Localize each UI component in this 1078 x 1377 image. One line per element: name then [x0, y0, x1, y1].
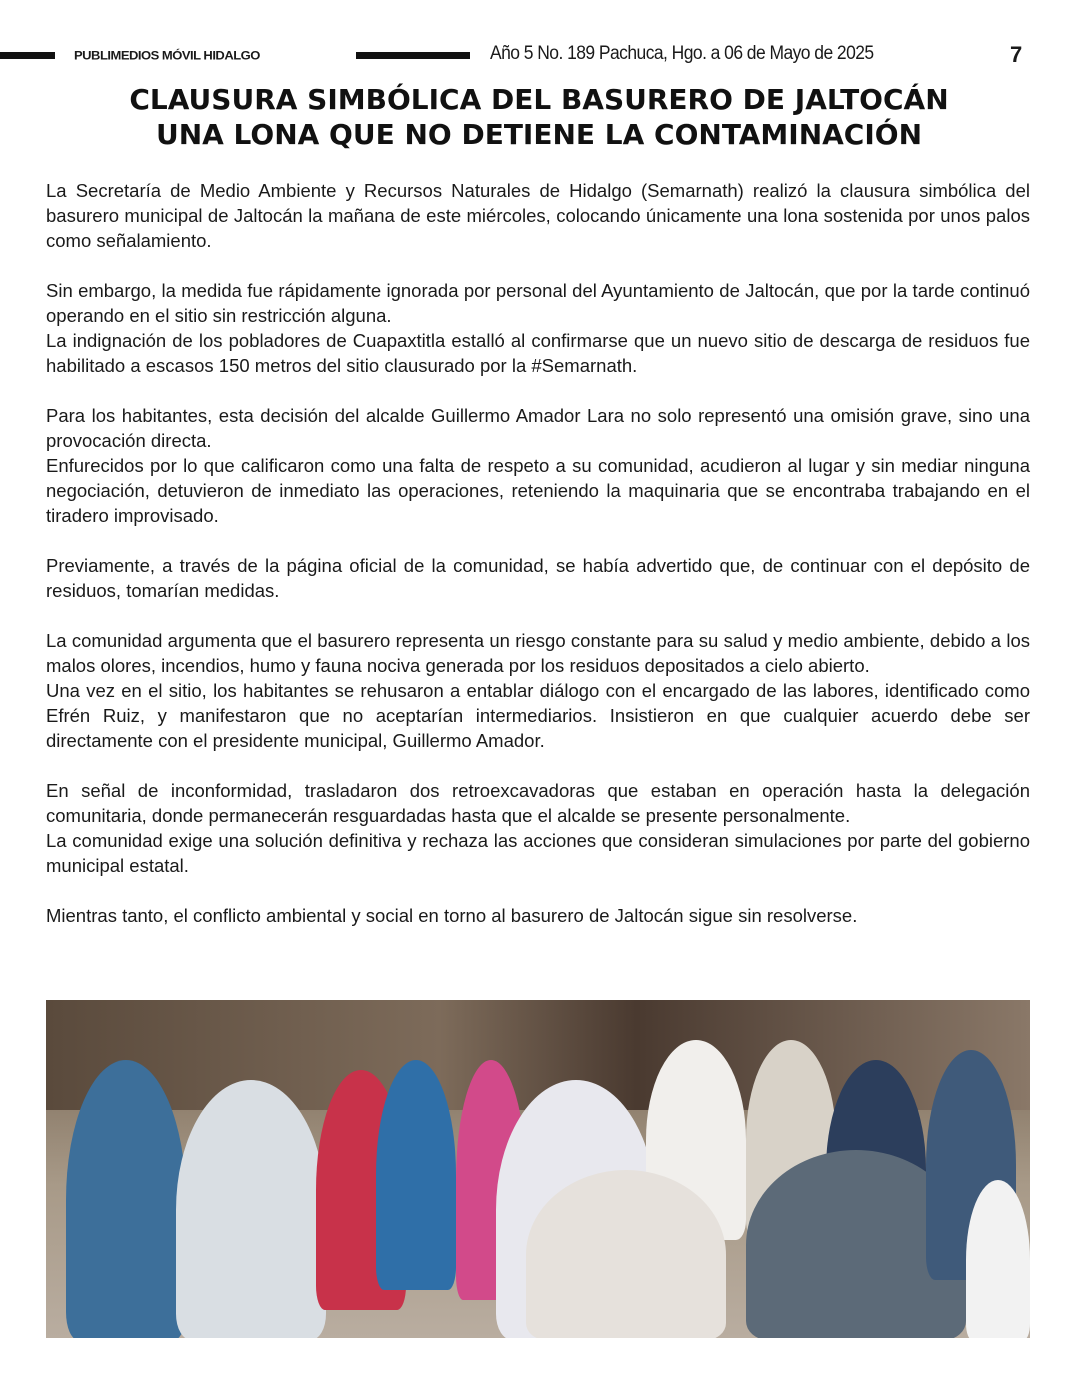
publication-brand: PUBLIMEDIOS MÓVIL HIDALGO	[74, 48, 260, 63]
paragraph-4	[46, 553, 1030, 603]
text: Mientras tanto, el conflicto ambiental y social en torno al basurero de Jaltocán sigue sin resolverse.	[46, 905, 858, 926]
headline-line-1: CLAUSURA SIMBÓLICA DEL BASURERO DE JALTOCÁN	[129, 83, 949, 116]
paragraph-1	[46, 178, 1030, 253]
headline-line-2: UNA LONA QUE NO DETIENE LA CONTAMINACIÓN	[155, 118, 923, 151]
paragraph-5	[46, 628, 1030, 753]
paragraph-3	[46, 403, 1030, 528]
paragraph-7	[46, 903, 1030, 928]
text: En señal de inconformidad, trasladaron dos retroexcavadoras que estaban en operación hasta la delegación comunitaria, donde permanecerán resguardadas hasta que el alcalde se presente personalmente.	[46, 780, 1030, 826]
text: La indignación de los pobladores de Cuapaxtitla estalló al confirmarse que un nuevo sitio de descarga de residuos fue habilitado a escasos 150 metros del sitio clausurado por la #Semarnath.	[46, 330, 1030, 376]
text: Una vez en el sitio, los habitantes se rehusaron a entablar diálogo con el encargado de las labores, identificado como Efrén Ruiz, y manifestaron que no aceptarían intermediarios. Insistieron en que cualquier acuerdo debe ser directamente con el presidente municipal, Guillermo Amador.	[46, 680, 1030, 751]
text: Previamente, a través de la página oficial de la comunidad, se había advertido que, de continuar con el depósito de residuos, tomarían medidas.	[46, 555, 1030, 601]
paragraph-6	[46, 778, 1030, 878]
text: La comunidad exige una solución definitiva y rechaza las acciones que consideran simulaciones por parte del gobierno municipal estatal.	[46, 830, 1030, 876]
page-number: 7	[1010, 42, 1023, 67]
article-photo-crowd	[46, 1000, 1030, 1338]
text: La comunidad argumenta que el basurero representa un riesgo constante para su salud y medio ambiente, debido a los malos olores, incendios, humo y fauna nociva generada por los residuos depositados a cielo abierto.	[46, 630, 1030, 676]
text: Enfurecidos por lo que calificaron como una falta de respeto a su comunidad, acudieron al lugar y sin mediar ninguna negociación, detuvieron de inmediato las operaciones, reteniendo la maquinaria que se encontraba trabajando en el tiradero improvisado.	[46, 455, 1030, 526]
text: La Secretaría de Medio Ambiente y Recursos Naturales de Hidalgo (Semarnath) realizó la clausura simbólica del basurero municipal de Jaltocán la mañana de este miércoles, colocando únicamente una lona sostenida por unos palos como señalamiento.	[46, 180, 1030, 251]
header-rule-right	[356, 52, 470, 59]
text: Sin embargo, la medida fue rápidamente ignorada por personal del Ayuntamiento de Jaltocán, que por la tarde continuó operando en el sitio sin restricción alguna.	[46, 280, 1030, 326]
article-headline	[0, 82, 1078, 152]
text: Para los habitantes, esta decisión del alcalde Guillermo Amador Lara no solo representó una omisión grave, sino una provocación directa.	[46, 405, 1030, 451]
paragraph-2	[46, 278, 1030, 378]
header-rule-left	[0, 52, 55, 59]
issue-info: Año 5 No. 189 Pachuca, Hgo. a 06 de Mayo de 2025	[490, 43, 874, 64]
article-body	[46, 178, 1030, 953]
